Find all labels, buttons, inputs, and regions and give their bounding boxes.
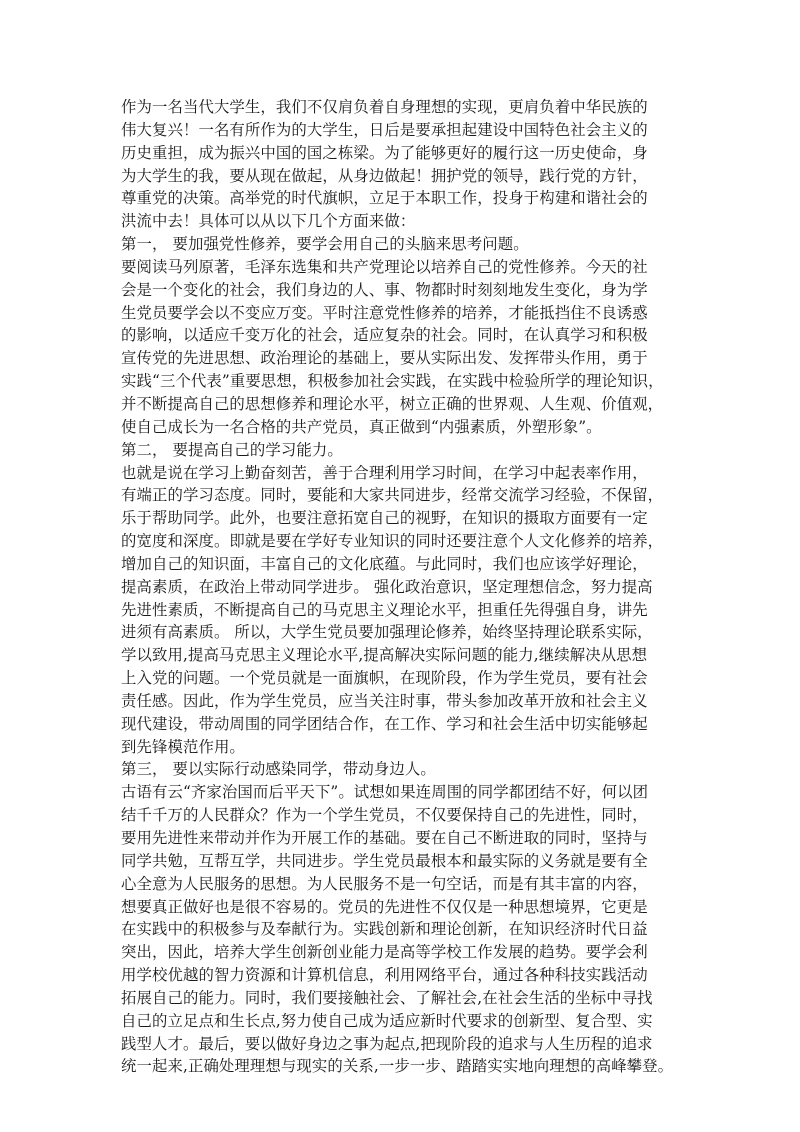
text-line: 会是一个变化的社会，我们身边的人、事、物都时时刻刻地发生变化，身为学: [121, 280, 648, 299]
text-line: 结千千万的人民群众？作为一个学生党员，不仅要保持自己的先进性，同时，: [121, 806, 648, 825]
text-line: 要阅读马列原著，毛泽东选集和共产党理论以培养自己的党性修养。今天的社: [121, 257, 648, 276]
text-line: 同学共勉，互帮互学，共同进步。学生党员最根本和最实际的义务就是要有全: [121, 851, 648, 870]
text-line: 提高素质，在政治上带动同学进步。 强化政治意识，坚定理想信念，努力提高: [121, 577, 653, 596]
text-line: 的宽度和深度。即就是要在学好专业知识的同时还要注意个人文化修养的培养，: [121, 532, 664, 551]
text-line: 第三， 要以实际行动感染同学，带动身边人。: [121, 760, 436, 779]
text-line: 实践“三个代表”重要思想，积极参加社会实践，在实践中检验所学的理论知识，: [121, 372, 664, 391]
text-line: 突出，因此，培养大学生创新创业能力是高等学校工作发展的趋势。要学会利: [121, 943, 648, 962]
text-line: 生党员要学会以不变应万变。平时注意党性修养的培养，才能抵挡住不良诱惑: [121, 303, 648, 322]
text-line: 自己的立足点和生长点,努力使自己成为适应新时代要求的创新型、复合型、实: [121, 1011, 653, 1030]
text-line: 尊重党的决策。高举党的时代旗帜，立足于本职工作，投身于构建和谐社会的: [121, 189, 648, 208]
text-line: 的影响，以适应千变万化的社会，适应复杂的社会。同时，在认真学习和积极: [121, 326, 648, 345]
text-line: 责任感。因此，作为学生党员，应当关注时事，带头参加改革开放和社会主义: [121, 691, 648, 710]
text-line: 作为一名当代大学生，我们不仅肩负着自身理想的实现，更肩负着中华民族的: [121, 98, 648, 116]
text-line: 洪流中去！具体可以从以下几个方面来做：: [121, 212, 416, 231]
document-body: [121, 96, 691, 1078]
text-line: 第二， 要提高自己的学习能力。: [121, 440, 343, 459]
text-line: 增加自己的知识面，丰富自己的文化底蕴。与此同时，我们也应该学好理论，: [121, 554, 648, 573]
text-line: 拓展自己的能力。同时，我们要接触社会、了解社会,在社会生活的坐标中寻找: [121, 988, 653, 1007]
text-line: 现代建设，带动周围的同学团结合作，在工作、学习和社会生活中切实能够起: [121, 714, 648, 733]
text-line: 统一起来,正确处理理想与现实的关系,一步一步、踏踏实实地向理想的高峰攀登。: [121, 1057, 674, 1076]
text-line: 宣传党的先进思想、政治理论的基础上，要从实际出发、发挥带头作用，勇于: [121, 349, 648, 368]
text-line: 先进性素质，不断提高自己的马克思主义理论水平，担重任先得强自身，讲先: [121, 600, 648, 619]
text-line: 使自己成长为一名合格的共产党员，真正做到“内强素质，外塑形象”。: [121, 417, 602, 436]
text-line: 历史重担，成为振兴中国的国之栋梁。为了能够更好的履行这一历史使命，身: [121, 143, 648, 162]
text-line: 学以致用,提高马克思主义理论水平,提高解决实际问题的能力,继续解决从思想: [121, 646, 648, 665]
text-line: 有端正的学习态度。同时，要能和大家共同进步，经常交流学习经验，不保留，: [121, 486, 664, 505]
text-line: 用学校优越的智力资源和计算机信息，利用网络平台，通过各种科技实践活动: [121, 966, 648, 985]
text-line: 并不断提高自己的思想修养和理论水平，树立正确的世界观、人生观、价值观，: [121, 394, 664, 413]
text-line: 古语有云“齐家治国而后平天下”。试想如果连周围的同学都团结不好，何以团: [121, 783, 649, 802]
text-line: 乐于帮助同学。此外，也要注意拓宽自己的视野，在知识的摄取方面要有一定: [121, 509, 648, 528]
text-line: 想要真正做好也是很不容易的。党员的先进性不仅仅是一种思想境界，它更是: [121, 897, 648, 916]
text-line: 也就是说在学习上勤奋刻苦，善于合理利用学习时间，在学习中起表率作用，: [121, 463, 648, 482]
text-line: 践型人才。最后，要以做好身边之事为起点,把现阶段的追求与人生历程的追求: [121, 1034, 653, 1053]
text-line: 要用先进性来带动并作为开展工作的基础。要在自己不断进取的同时，坚持与: [121, 829, 648, 847]
text-line: 伟大复兴！一名有所作为的大学生，日后是要承担起建设中国特色社会主义的: [121, 120, 648, 139]
text-line: 上入党的问题。一个党员就是一面旗帜，在现阶段，作为学生党员，要有社会: [121, 669, 648, 688]
text-line: 心全意为人民服务的思想。为人民服务不是一句空话，而是有其丰富的内容，: [121, 874, 648, 893]
text-line: 进须有高素质。 所以，大学生党员要加强理论修养，始终坚持理论联系实际，: [121, 623, 653, 642]
text-line: 第一， 要加强党性修养，要学会用自己的头脑来思考问题。: [121, 235, 529, 254]
text-line: 到先锋模范作用。: [121, 737, 245, 756]
text-line: 为大学生的我，要从现在做起，从身边做起！拥护党的领导，践行党的方针，: [121, 166, 648, 185]
text-line: 在实践中的积极参与及奉献行为。实践创新和理论创新，在知识经济时代日益: [121, 920, 648, 939]
